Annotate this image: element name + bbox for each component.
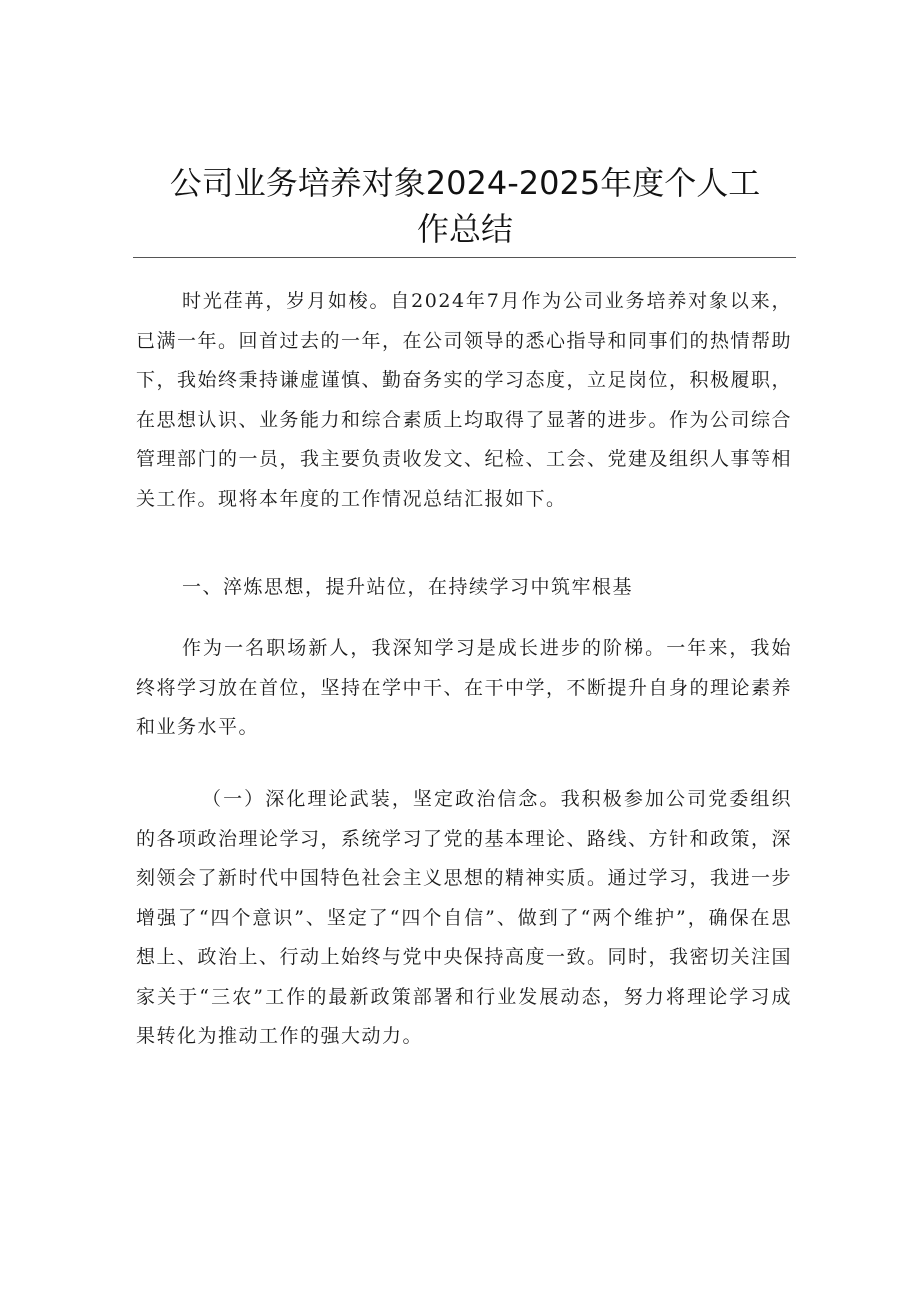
title-underline	[133, 257, 796, 258]
section-1-paragraph: 作为一名职场新人，我深知学习是成长进步的阶梯。一年来，我始终将学习放在首位，坚持在学中干、在干中学，不断提升自身的理论素养和业务水平。	[136, 637, 793, 738]
subsection-1-paragraph: （一）深化理论武装，坚定政治信念。我积极参加公司党委组织的各项政治理论学习，系统学习了党的基本理论、路线、方针和政策，深刻领会了新时代中国特色社会主义思想的精神实质。通过学习，我进一步增强了“四个意识”、坚定了“四个自信”、做到了“两个维护”，确保在思想上、政治上、行动上始终与党中央保持高度一致。同时，我密切关注国家关于“三农”工作的最新政策部署和行业发展动态，努力将理论学习成果转化为推动工作的强大动力。	[136, 788, 793, 1047]
section-1-block	[136, 629, 792, 748]
title-line-2: 作总结	[416, 210, 513, 248]
subsection-1-block	[136, 780, 792, 1057]
title-line-1: 公司业务培养对象2024-2025年度个人工	[169, 164, 761, 202]
section-1-heading-block	[136, 568, 792, 608]
intro-block	[136, 282, 792, 519]
document-title	[135, 160, 795, 252]
section-1-heading: 一、淬炼思想，提升站位，在持续学习中筑牢根基	[182, 576, 634, 598]
intro-paragraph: 时光荏苒，岁月如梭。自2024年7月作为公司业务培养对象以来，已满一年。回首过去的一年，在公司领导的悉心指导和同事们的热情帮助下，我始终秉持谦虚谨慎、勤奋务实的学习态度，立足岗位，积极履职，在思想认识、业务能力和综合素质上均取得了显著的进步。作为公司综合管理部门的一员，我主要负责收发文、纪检、工会、党建及组织人事等相关工作。现将本年度的工作情况总结汇报如下。	[136, 290, 793, 510]
